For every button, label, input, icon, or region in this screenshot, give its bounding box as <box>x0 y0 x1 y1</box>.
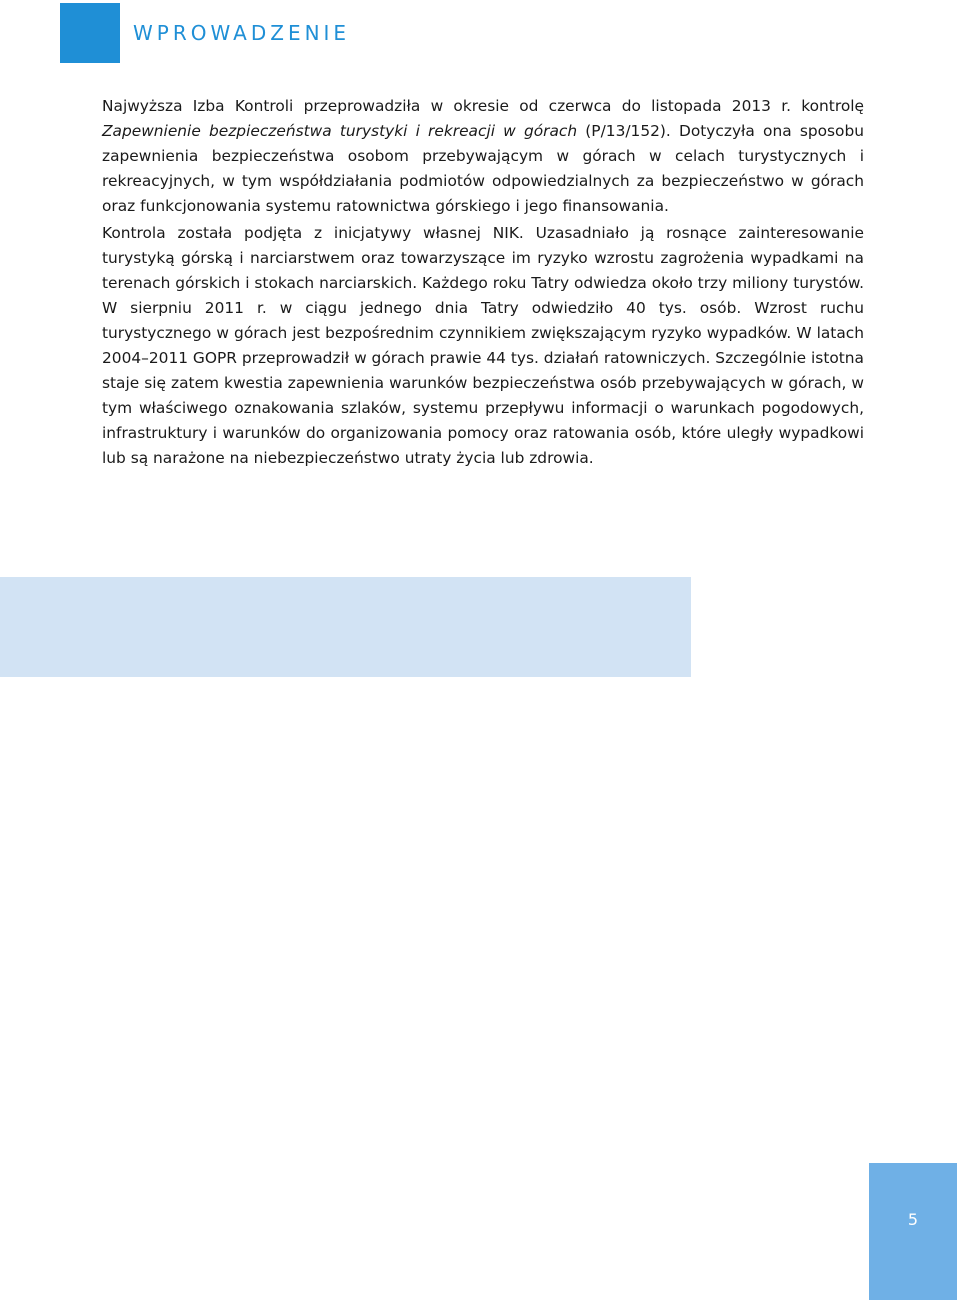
page-number-box <box>869 1163 957 1300</box>
paragraph-2: Kontrola została podjęta z inicjatywy własnej NIK. Uzasadniało ją rosnące zainteresowanie turystyką górską i narciarstwem oraz towarzyszące im ryzyko wzrostu zagrożenia wypadkami na terenach górskich i stokach narciarskich. Każdego roku Tatry odwiedza około trzy miliony turystów. W sierpniu 2011 r. w ciągu jednego dnia Tatry odwiedziło 40 tys. osób. Wzrost ruchu turystycznego w górach jest bezpośrednim czynnikiem zwiększającym ryzyko wypadków. W latach 2004–2011 GOPR przeprowadził w górach prawie 44 tys. działań ratowniczych. Szczególnie istotna staje się zatem kwestia zapewnienia warunków bezpieczeństwa osób przebywających w górach, w tym właściwego oznakowania szlaków, systemu przepływu informacji o warunkach pogodowych, infrastruktury i warunków do organizowania pomocy oraz ratowania osób, które uległy wypadkowi lub są narażone na niebezpieczeństwo utraty życia lub zdrowia. <box>102 224 864 467</box>
decorative-light-block <box>0 577 691 677</box>
paragraph-1 <box>102 94 864 219</box>
body-text <box>102 94 864 471</box>
page-number: 5 <box>907 1210 919 1229</box>
paragraph-1-text-a: Najwyższa Izba Kontroli przeprowadziła w okresie od czerwca do listopada 2013 r. kontrolę <box>102 97 864 115</box>
paragraph-1-italic-title: Zapewnienie bezpieczeństwa turystyki i rekreacji w górach <box>102 122 578 140</box>
section-title: WPROWADZENIE <box>133 21 351 45</box>
paragraph-1-text-b: (P/13/152). Dotyczyła ona sposobu zapewnienia bezpieczeństwa osobom przebywającym w górach w celach turystycznych i rekreacyjnych, w tym współdziałania podmiotów odpowiedzialnych za bezpieczeństwo w górach oraz funkcjonowania systemu ratownictwa górskiego i jego finansowania. <box>102 122 864 215</box>
header-accent-square <box>60 3 120 63</box>
